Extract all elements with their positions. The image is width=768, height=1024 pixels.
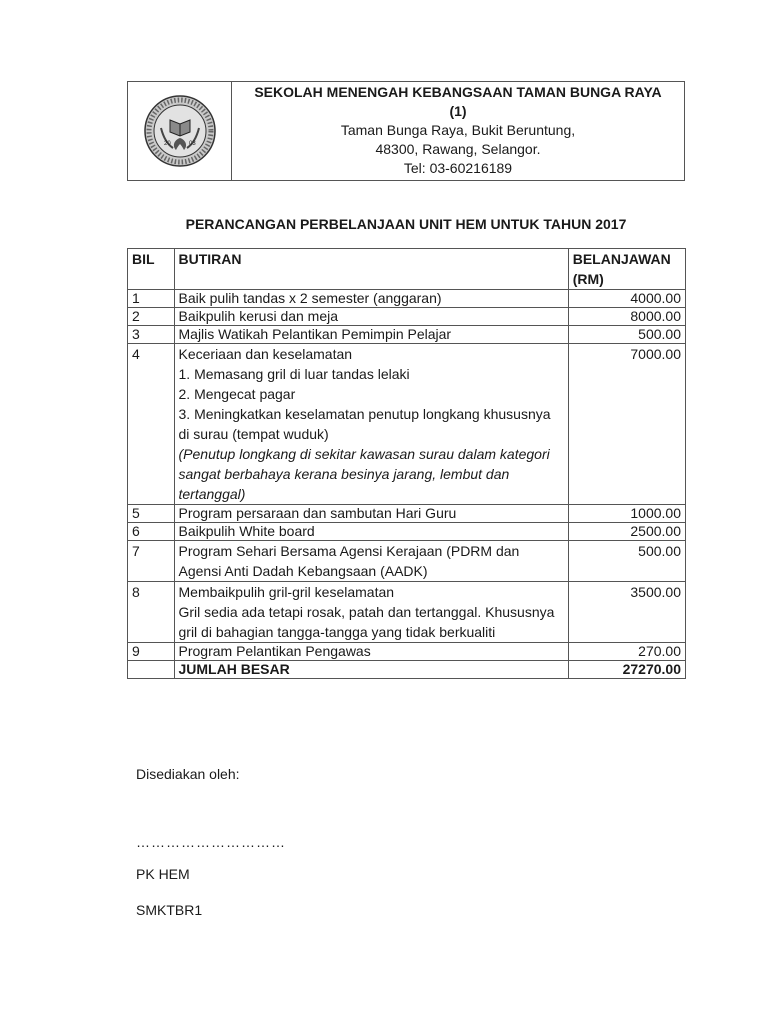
row-butiran	[174, 344, 568, 505]
row-bil: 6	[128, 523, 175, 541]
address-line2: 48300, Rawang, Selangor.	[375, 141, 541, 157]
row-line: Keceriaan dan keselamatan	[178, 346, 353, 362]
logo-year-left: 20	[163, 141, 171, 147]
total-amount: 27270.00	[568, 661, 685, 679]
table-row	[128, 290, 686, 308]
school-code: SMKTBR1	[136, 902, 203, 918]
document-title: PERANCANGAN PERBELANJAAN UNIT HEM UNTUK TAHUN 2017	[185, 216, 627, 232]
row-amount: 500.00	[568, 326, 685, 344]
header-belanjawan	[568, 249, 685, 290]
table-row	[128, 523, 686, 541]
row-amount: 4000.00	[568, 290, 685, 308]
row-butiran: Baik pulih tandas x 2 semester (anggaran)	[174, 290, 568, 308]
table-header-row	[128, 249, 686, 290]
table-row	[128, 582, 686, 643]
row-bil: 8	[128, 582, 175, 643]
total-row	[128, 661, 686, 679]
school-header	[127, 81, 685, 181]
row-butiran	[174, 582, 568, 643]
logo-cell	[128, 82, 232, 180]
table-row	[128, 541, 686, 582]
row-amount: 3500.00	[568, 582, 685, 643]
row-amount: 1000.00	[568, 505, 685, 523]
row-bil: 3	[128, 326, 175, 344]
row-line: 2. Mengecat pagar	[178, 386, 296, 402]
row-bil: 5	[128, 505, 175, 523]
row-bil: 9	[128, 643, 175, 661]
school-name-line1: SEKOLAH MENENGAH KEBANGSAAN TAMAN BUNGA RAYA	[254, 84, 662, 100]
total-bil-empty	[128, 661, 175, 679]
row-butiran: Program persaraan dan sambutan Hari Guru	[174, 505, 568, 523]
school-logo-icon	[143, 94, 217, 168]
row-line: Membaikpulih gril-gril keselamatan	[178, 584, 395, 600]
phone-number: Tel: 03-60216189	[403, 160, 513, 176]
budget-table	[127, 248, 686, 679]
row-bil: 4	[128, 344, 175, 505]
row-amount: 8000.00	[568, 308, 685, 326]
table-row	[128, 344, 686, 505]
logo-year-right: 03	[188, 141, 196, 147]
school-info	[232, 82, 684, 180]
header-butiran: BUTIRAN	[174, 249, 568, 290]
row-line: Gril sedia ada tetapi rosak, patah dan tertanggal. Khususnya gril di bahagian tangga-tangga yang tidak berkualiti	[178, 604, 555, 640]
table-row	[128, 308, 686, 326]
school-name-line2: (1)	[449, 103, 467, 119]
row-butiran: Majlis Watikah Pelantikan Pemimpin Pelajar	[174, 326, 568, 344]
signature-line: …………………………	[136, 834, 286, 850]
table-row	[128, 505, 686, 523]
table-row	[128, 326, 686, 344]
row-butiran: Baikpulih White board	[174, 523, 568, 541]
row-note: (Penutup longkang di sekitar kawasan surau dalam kategori sangat berbahaya kerana besinya jarang, lembut dan tertanggal)	[178, 446, 550, 502]
position-title: PK HEM	[136, 866, 190, 882]
row-amount: 2500.00	[568, 523, 685, 541]
row-line: 1. Memasang gril di luar tandas lelaki	[178, 366, 410, 382]
row-bil: 7	[128, 541, 175, 582]
row-amount: 7000.00	[568, 344, 685, 505]
row-butiran: Baikpulih kerusi dan meja	[174, 308, 568, 326]
header-bil: BIL	[128, 249, 175, 290]
row-amount: 270.00	[568, 643, 685, 661]
row-butiran: Program Pelantikan Pengawas	[174, 643, 568, 661]
total-label: JUMLAH BESAR	[174, 661, 568, 679]
row-bil: 1	[128, 290, 175, 308]
row-bil: 2	[128, 308, 175, 326]
header-belanjawan-line2: (RM)	[572, 271, 604, 287]
table-row	[128, 643, 686, 661]
row-line: 3. Meningkatkan keselamatan penutup longkang khususnya di surau (tempat wuduk)	[178, 406, 551, 442]
address-line1: Taman Bunga Raya, Bukit Beruntung,	[340, 122, 576, 138]
row-butiran: Program Sehari Bersama Agensi Kerajaan (PDRM dan Agensi Anti Dadah Kebangsaan (AADK)	[174, 541, 568, 582]
prepared-by-label: Disediakan oleh:	[136, 766, 240, 782]
row-amount: 500.00	[568, 541, 685, 582]
header-belanjawan-line1: BELANJAWAN	[572, 251, 671, 267]
